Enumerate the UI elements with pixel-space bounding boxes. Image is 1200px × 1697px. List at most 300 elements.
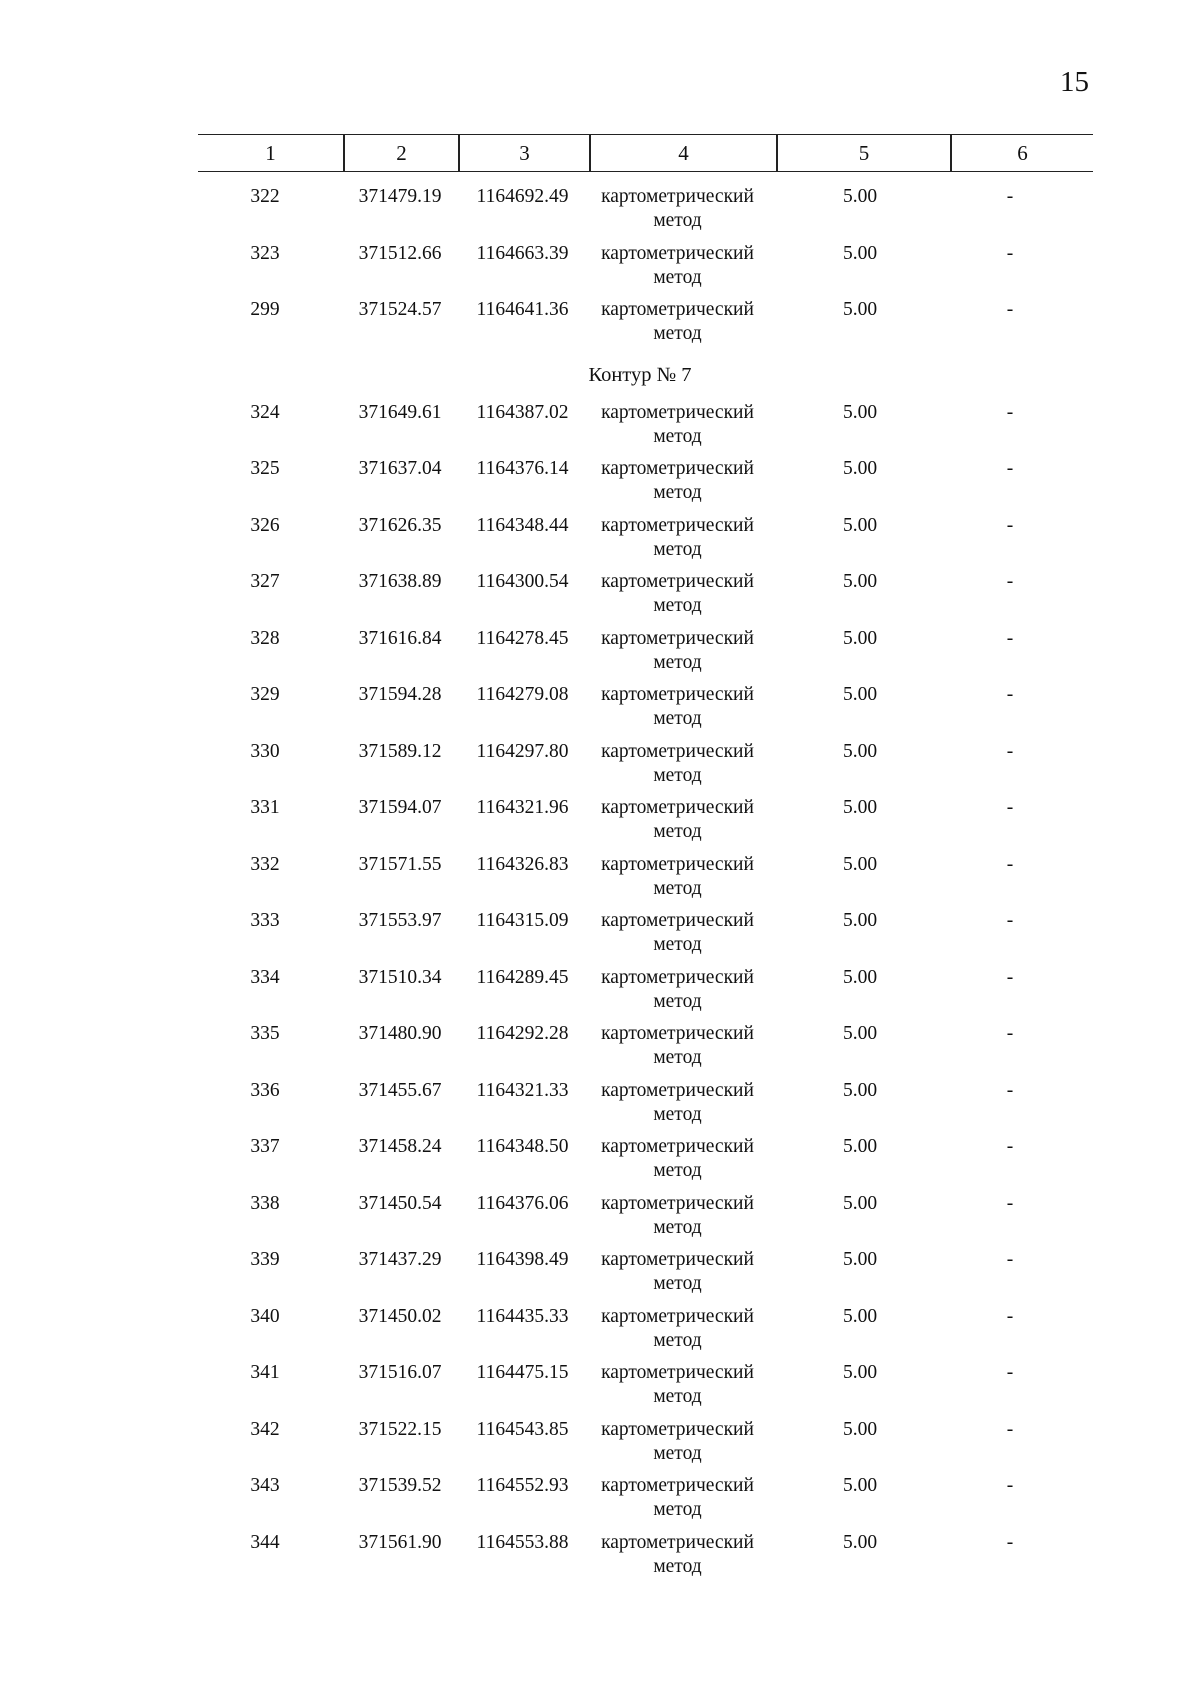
coord-x-text: 371480.90 <box>358 1023 442 1044</box>
table-row <box>0 401 1200 453</box>
coord-y <box>465 796 580 820</box>
point-number-text: 325 <box>250 458 280 479</box>
coord-x <box>350 853 450 877</box>
coord-x <box>350 796 450 820</box>
coord-y-text: 1164321.96 <box>476 797 569 818</box>
table-row <box>0 909 1200 961</box>
accuracy-text: 5.00 <box>842 853 878 875</box>
section-title: Контур № 7 <box>588 363 692 386</box>
coord-y <box>465 457 580 481</box>
accuracy <box>820 853 900 877</box>
note <box>995 514 1025 538</box>
method <box>585 683 770 731</box>
method <box>585 909 770 957</box>
coord-y-text: 1164387.02 <box>476 401 569 423</box>
point-number-text: 343 <box>250 1475 280 1496</box>
point-number-text: 333 <box>250 910 280 931</box>
accuracy <box>820 185 900 209</box>
accuracy-text: 5.00 <box>842 1362 878 1383</box>
coord-y-text: 1164641.36 <box>476 299 569 320</box>
point-number <box>230 1531 300 1555</box>
method-line-1: картометрический <box>601 910 754 931</box>
accuracy <box>820 1248 900 1272</box>
coord-y-text: 1164553.88 <box>476 1531 569 1553</box>
note <box>995 401 1025 425</box>
method-line-2: метод <box>653 323 702 344</box>
header-col-3: 3 <box>519 141 530 165</box>
coord-x <box>350 1079 450 1103</box>
accuracy <box>820 1361 900 1385</box>
accuracy <box>820 627 900 651</box>
coord-y-text: 1164279.08 <box>476 684 569 705</box>
method-line-1: картометрический <box>601 571 754 592</box>
method <box>585 298 770 346</box>
note <box>995 966 1025 990</box>
note-text: - <box>1006 740 1014 762</box>
method-line-2: метод <box>653 538 702 560</box>
point-number <box>230 909 300 933</box>
note <box>995 1361 1025 1385</box>
note-text: - <box>1006 186 1014 207</box>
accuracy <box>820 909 900 933</box>
method <box>585 457 770 505</box>
point-number <box>230 966 300 990</box>
coord-x-text: 371455.67 <box>358 1079 442 1101</box>
coord-y-text: 1164278.45 <box>476 627 569 649</box>
note <box>995 185 1025 209</box>
point-number <box>230 401 300 425</box>
coord-y-text: 1164326.83 <box>476 853 569 875</box>
point-number <box>230 627 300 651</box>
method <box>585 1361 770 1409</box>
table-row <box>0 1531 1200 1583</box>
accuracy-text: 5.00 <box>842 684 878 705</box>
coord-x-text: 371522.15 <box>358 1418 442 1440</box>
coord-y-text: 1164297.80 <box>476 740 569 762</box>
point-number <box>230 1079 300 1103</box>
note-text: - <box>1006 853 1014 875</box>
coord-y <box>465 909 580 933</box>
coord-y <box>465 1192 580 1216</box>
point-number-text: 341 <box>250 1362 280 1383</box>
accuracy-text: 5.00 <box>842 242 878 264</box>
table-row <box>0 242 1200 294</box>
accuracy <box>820 1418 900 1442</box>
note <box>995 242 1025 266</box>
coord-x <box>350 683 450 707</box>
accuracy <box>820 796 900 820</box>
accuracy <box>820 570 900 594</box>
coord-y-text: 1164376.14 <box>476 458 569 479</box>
table-row <box>0 683 1200 735</box>
method <box>585 1474 770 1522</box>
method-line-2: метод <box>653 651 702 673</box>
accuracy <box>820 1305 900 1329</box>
coord-x <box>350 570 450 594</box>
method-line-1: картометрический <box>601 242 754 264</box>
header-col-1: 1 <box>265 141 276 165</box>
point-number <box>230 1248 300 1272</box>
header-col-2: 2 <box>396 141 407 165</box>
coord-x <box>350 1474 450 1498</box>
coord-x-text: 371539.52 <box>358 1475 442 1496</box>
point-number-text: 335 <box>250 1023 280 1044</box>
table-row <box>0 740 1200 792</box>
note <box>995 853 1025 877</box>
method-line-1: картометрический <box>601 1192 754 1214</box>
point-number <box>230 683 300 707</box>
coord-x-text: 371594.07 <box>358 797 442 818</box>
coord-x-text: 371516.07 <box>358 1362 442 1383</box>
point-number-text: 344 <box>250 1531 280 1553</box>
point-number-text: 331 <box>250 797 280 818</box>
method <box>585 514 770 562</box>
point-number-text: 330 <box>250 740 280 762</box>
point-number-text: 338 <box>250 1192 280 1214</box>
method <box>585 740 770 788</box>
coord-x <box>350 1531 450 1555</box>
coord-y-text: 1164663.39 <box>476 242 569 264</box>
note-text: - <box>1006 514 1014 536</box>
note-text: - <box>1006 401 1014 423</box>
coord-x-text: 371479.19 <box>358 186 442 207</box>
coord-x <box>350 1305 450 1329</box>
coord-x <box>350 514 450 538</box>
point-number-text: 342 <box>250 1418 280 1440</box>
accuracy-text: 5.00 <box>842 186 878 207</box>
accuracy-text: 5.00 <box>842 966 878 988</box>
point-number <box>230 514 300 538</box>
point-number <box>230 1474 300 1498</box>
coord-y-text: 1164435.33 <box>476 1305 569 1327</box>
accuracy-text: 5.00 <box>842 1192 878 1214</box>
coord-x-text: 371458.24 <box>358 1136 442 1157</box>
point-number-text: 339 <box>250 1249 280 1270</box>
coord-y <box>465 966 580 990</box>
coord-y <box>465 740 580 764</box>
point-number <box>230 796 300 820</box>
method-line-1: картометрический <box>601 514 754 536</box>
method <box>585 796 770 844</box>
accuracy-text: 5.00 <box>842 1418 878 1440</box>
accuracy-text: 5.00 <box>842 1023 878 1044</box>
method <box>585 242 770 290</box>
accuracy <box>820 683 900 707</box>
accuracy-text: 5.00 <box>842 458 878 479</box>
method-line-2: метод <box>653 266 702 288</box>
note <box>995 570 1025 594</box>
table-row <box>0 1418 1200 1470</box>
method-line-2: метод <box>653 1160 702 1181</box>
point-number-text: 337 <box>250 1136 280 1157</box>
point-number <box>230 298 300 322</box>
coord-x <box>350 457 450 481</box>
coord-x <box>350 1135 450 1159</box>
coord-x <box>350 1248 450 1272</box>
coord-y <box>465 298 580 322</box>
point-number-text: 299 <box>250 299 280 320</box>
table-row <box>0 1361 1200 1413</box>
method-line-1: картометрический <box>601 797 754 818</box>
point-number-text: 332 <box>250 853 280 875</box>
method <box>585 1305 770 1353</box>
note-text: - <box>1006 1362 1014 1383</box>
method-line-1: картометрический <box>601 1136 754 1157</box>
coord-x <box>350 242 450 266</box>
accuracy <box>820 242 900 266</box>
table-row <box>0 966 1200 1018</box>
method-line-2: метод <box>653 1386 702 1407</box>
coord-y <box>465 401 580 425</box>
coord-y-text: 1164692.49 <box>476 186 569 207</box>
method <box>585 1531 770 1579</box>
note-text: - <box>1006 684 1014 705</box>
coord-y-text: 1164321.33 <box>476 1079 569 1101</box>
method <box>585 966 770 1014</box>
table-row <box>0 298 1200 350</box>
note <box>995 796 1025 820</box>
note <box>995 683 1025 707</box>
point-number-text: 324 <box>250 401 280 423</box>
method <box>585 1418 770 1466</box>
method-line-2: метод <box>653 1273 702 1294</box>
coord-y-text: 1164398.49 <box>476 1249 569 1270</box>
accuracy <box>820 966 900 990</box>
method-line-2: метод <box>653 425 702 447</box>
note <box>995 1531 1025 1555</box>
coord-x-text: 371594.28 <box>358 684 442 705</box>
note-text: - <box>1006 1192 1014 1214</box>
note <box>995 1305 1025 1329</box>
method-line-2: метод <box>653 1329 702 1351</box>
method <box>585 401 770 449</box>
note <box>995 627 1025 651</box>
coord-x <box>350 740 450 764</box>
note-text: - <box>1006 242 1014 264</box>
accuracy-text: 5.00 <box>842 514 878 536</box>
point-number-text: 334 <box>250 966 280 988</box>
method-line-1: картометрический <box>601 1079 754 1101</box>
coord-x <box>350 1192 450 1216</box>
method <box>585 570 770 618</box>
page-number: 15 <box>1060 66 1089 98</box>
coord-x-text: 371450.02 <box>358 1305 442 1327</box>
method-line-2: метод <box>653 764 702 786</box>
point-number <box>230 242 300 266</box>
note-text: - <box>1006 910 1014 931</box>
accuracy <box>820 740 900 764</box>
point-number <box>230 1022 300 1046</box>
point-number <box>230 1361 300 1385</box>
point-number <box>230 1192 300 1216</box>
method-line-1: картометрический <box>601 1249 754 1270</box>
point-number <box>230 1135 300 1159</box>
coord-y <box>465 1474 580 1498</box>
coord-y <box>465 242 580 266</box>
table-row <box>0 627 1200 679</box>
accuracy-text: 5.00 <box>842 299 878 320</box>
point-number <box>230 1418 300 1442</box>
point-number <box>230 1305 300 1329</box>
method-line-1: картометрический <box>601 627 754 649</box>
method <box>585 853 770 901</box>
note-text: - <box>1006 1475 1014 1496</box>
note-text: - <box>1006 1418 1014 1440</box>
coord-y <box>465 1305 580 1329</box>
method-line-1: картометрический <box>601 966 754 988</box>
method-line-1: картометрический <box>601 186 754 207</box>
note <box>995 457 1025 481</box>
coord-x-text: 371437.29 <box>358 1249 442 1270</box>
note-text: - <box>1006 1023 1014 1044</box>
coord-y-text: 1164292.28 <box>476 1023 569 1044</box>
point-number-text: 326 <box>250 514 280 536</box>
note-text: - <box>1006 627 1014 649</box>
coord-y-text: 1164300.54 <box>476 571 569 592</box>
accuracy <box>820 1474 900 1498</box>
method <box>585 1248 770 1296</box>
coord-y <box>465 1248 580 1272</box>
method-line-1: картометрический <box>601 1362 754 1383</box>
table-row <box>0 853 1200 905</box>
note-text: - <box>1006 1079 1014 1101</box>
accuracy-text: 5.00 <box>842 571 878 592</box>
table-row <box>0 570 1200 622</box>
point-number-text: 336 <box>250 1079 280 1101</box>
point-number-text: 340 <box>250 1305 280 1327</box>
accuracy-text: 5.00 <box>842 910 878 931</box>
note <box>995 1418 1025 1442</box>
coord-y <box>465 570 580 594</box>
coord-x-text: 371450.54 <box>358 1192 442 1214</box>
note <box>995 1192 1025 1216</box>
coord-x-text: 371638.89 <box>358 571 442 592</box>
method-line-2: метод <box>653 1047 702 1068</box>
point-number <box>230 457 300 481</box>
note <box>995 1474 1025 1498</box>
method-line-1: картометрический <box>601 853 754 875</box>
coord-x-text: 371571.55 <box>358 853 442 875</box>
note <box>995 1248 1025 1272</box>
coord-y <box>465 1531 580 1555</box>
table-row <box>0 1305 1200 1357</box>
table-row <box>0 1079 1200 1131</box>
header-col-6: 6 <box>1017 141 1028 165</box>
table-row <box>0 1022 1200 1074</box>
method-line-1: картометрический <box>601 458 754 479</box>
method-line-2: метод <box>653 821 702 842</box>
method-line-1: картометрический <box>601 1305 754 1327</box>
coord-x <box>350 401 450 425</box>
note-text: - <box>1006 299 1014 320</box>
note-text: - <box>1006 458 1014 479</box>
note <box>995 1079 1025 1103</box>
coord-x-text: 371561.90 <box>358 1531 442 1553</box>
accuracy <box>820 1022 900 1046</box>
method-line-2: метод <box>653 1216 702 1238</box>
point-number <box>230 740 300 764</box>
method-line-2: метод <box>653 1499 702 1520</box>
coord-y <box>465 627 580 651</box>
coord-x-text: 371524.57 <box>358 299 442 320</box>
coord-y-text: 1164348.44 <box>476 514 569 536</box>
coord-x-text: 371616.84 <box>358 627 442 649</box>
point-number-text: 322 <box>250 186 280 207</box>
note-text: - <box>1006 1305 1014 1327</box>
note-text: - <box>1006 797 1014 818</box>
accuracy-text: 5.00 <box>842 740 878 762</box>
note-text: - <box>1006 571 1014 592</box>
accuracy <box>820 401 900 425</box>
accuracy-text: 5.00 <box>842 627 878 649</box>
point-number <box>230 570 300 594</box>
method-line-1: картометрический <box>601 1023 754 1044</box>
accuracy <box>820 514 900 538</box>
coord-y <box>465 1361 580 1385</box>
method-line-2: метод <box>653 595 702 616</box>
coord-y <box>465 1079 580 1103</box>
method <box>585 627 770 675</box>
accuracy-text: 5.00 <box>842 1079 878 1101</box>
coord-x <box>350 185 450 209</box>
method-line-1: картометрический <box>601 1475 754 1496</box>
coord-x-text: 371589.12 <box>358 740 442 762</box>
note <box>995 298 1025 322</box>
coord-x-text: 371553.97 <box>358 910 442 931</box>
coord-x-text: 371626.35 <box>358 514 442 536</box>
table-row <box>0 1474 1200 1526</box>
method <box>585 1022 770 1070</box>
method-line-2: метод <box>653 1442 702 1464</box>
method-line-1: картометрический <box>601 299 754 320</box>
method-line-2: метод <box>653 990 702 1012</box>
coord-y <box>465 683 580 707</box>
header-col-4: 4 <box>678 141 689 165</box>
coord-y-text: 1164315.09 <box>476 910 569 931</box>
table-row <box>0 185 1200 237</box>
table-row <box>0 1135 1200 1187</box>
coord-y <box>465 853 580 877</box>
coord-x <box>350 1361 450 1385</box>
coord-y <box>465 185 580 209</box>
method <box>585 1135 770 1183</box>
accuracy <box>820 457 900 481</box>
accuracy-text: 5.00 <box>842 797 878 818</box>
note <box>995 909 1025 933</box>
coord-x <box>350 1022 450 1046</box>
note-text: - <box>1006 966 1014 988</box>
accuracy-text: 5.00 <box>842 401 878 423</box>
method <box>585 1192 770 1240</box>
note <box>995 1135 1025 1159</box>
table-row <box>0 457 1200 509</box>
accuracy <box>820 1135 900 1159</box>
coord-y-text: 1164289.45 <box>476 966 569 988</box>
method <box>585 1079 770 1127</box>
accuracy-text: 5.00 <box>842 1249 878 1270</box>
method-line-2: метод <box>653 482 702 503</box>
accuracy <box>820 1531 900 1555</box>
method-line-1: картометрический <box>601 684 754 705</box>
coord-y <box>465 1418 580 1442</box>
coord-x <box>350 627 450 651</box>
table-row <box>0 1248 1200 1300</box>
note <box>995 740 1025 764</box>
coord-y-text: 1164552.93 <box>476 1475 569 1496</box>
accuracy-text: 5.00 <box>842 1475 878 1496</box>
table-row <box>0 514 1200 566</box>
method-line-2: метод <box>653 708 702 729</box>
